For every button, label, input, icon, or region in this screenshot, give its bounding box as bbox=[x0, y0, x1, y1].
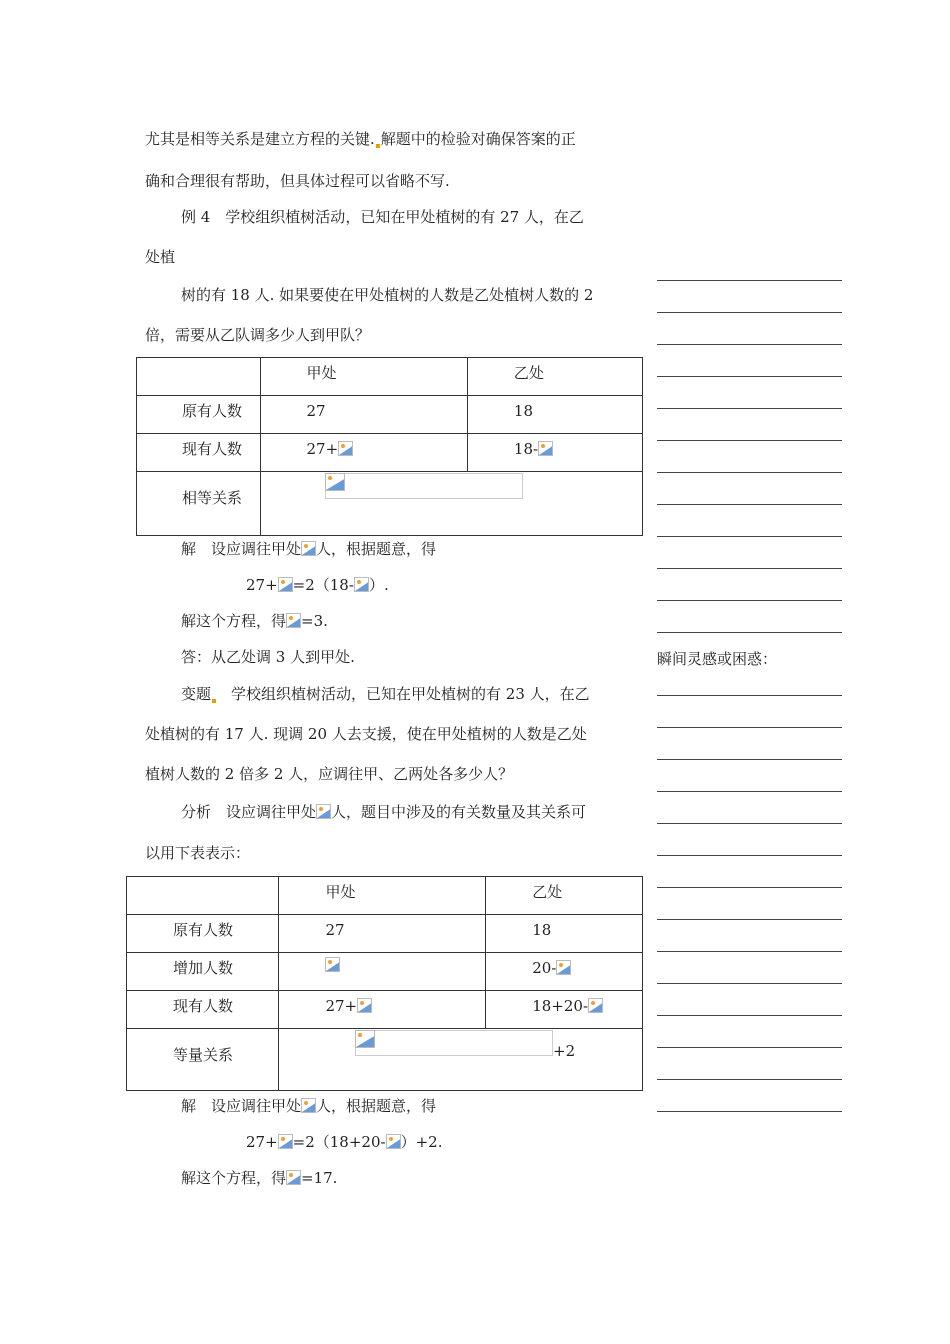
note-line bbox=[657, 280, 842, 281]
table-cell bbox=[486, 953, 643, 991]
table-cell bbox=[137, 472, 261, 536]
note-line bbox=[657, 887, 842, 888]
equation-image-box bbox=[355, 1030, 553, 1056]
cell-value: 20- bbox=[532, 959, 557, 977]
example-heading: 例 4 学校组织植树活动，已知在甲处植树的有 27 人，在乙 bbox=[181, 208, 584, 226]
row-label: 现有人数 bbox=[182, 440, 243, 458]
header-yi: 乙处 bbox=[532, 883, 563, 901]
row-label: 原有人数 bbox=[182, 402, 243, 420]
note-line bbox=[657, 408, 842, 409]
text: ）+2. bbox=[400, 1133, 443, 1151]
row-label: 现有人数 bbox=[173, 997, 234, 1015]
formula-image-icon bbox=[286, 613, 301, 628]
note-line bbox=[657, 440, 842, 441]
note-line bbox=[657, 727, 842, 728]
solution-line bbox=[181, 539, 436, 559]
note-line bbox=[657, 376, 842, 377]
table-cell bbox=[279, 953, 486, 991]
table-cell bbox=[279, 991, 486, 1029]
table-cell bbox=[137, 358, 261, 396]
text: 27+ bbox=[246, 576, 278, 594]
equation-line bbox=[246, 1132, 442, 1152]
formula-image-icon bbox=[301, 541, 316, 556]
cell-value: 27 bbox=[306, 402, 326, 420]
table-example4 bbox=[136, 357, 643, 536]
header-jia: 甲处 bbox=[325, 883, 356, 901]
text: 27+ bbox=[246, 1133, 278, 1151]
note-line bbox=[657, 536, 842, 537]
text: 人，根据题意，得 bbox=[316, 1097, 437, 1115]
text: 变题 bbox=[181, 685, 212, 703]
solution-line bbox=[181, 1096, 436, 1116]
note-line bbox=[657, 823, 842, 824]
formula-image-icon bbox=[278, 577, 293, 592]
text: 解 设应调往甲处 bbox=[181, 540, 302, 558]
paragraph-line: 植树人数的 2 倍多 2 人，应调往甲、乙两处各多少人？ bbox=[145, 765, 514, 783]
cell-value: 18+20- bbox=[532, 997, 589, 1015]
formula-image-icon bbox=[325, 473, 345, 491]
note-line bbox=[657, 855, 842, 856]
sidebar-label: 瞬间灵感或困惑： bbox=[657, 650, 778, 668]
cell-value: 18 bbox=[513, 402, 533, 420]
table-cell bbox=[127, 991, 279, 1029]
row-label: 等量关系 bbox=[173, 1046, 234, 1064]
cell-value: 18 bbox=[532, 921, 552, 939]
paragraph-line: 确和合理很有帮助，但具体过程可以省略不写. bbox=[145, 172, 450, 190]
text: =2（18+20- bbox=[292, 1133, 386, 1151]
formula-image-icon bbox=[556, 960, 571, 975]
header-jia: 甲处 bbox=[306, 364, 337, 382]
formula-image-icon bbox=[588, 998, 603, 1013]
formula-image-icon bbox=[316, 804, 331, 819]
note-line bbox=[657, 472, 842, 473]
note-line bbox=[657, 632, 842, 633]
table-row bbox=[127, 991, 643, 1029]
equation-image-box bbox=[325, 473, 523, 499]
formula-image-icon bbox=[386, 1134, 401, 1149]
formula-image-icon bbox=[354, 577, 369, 592]
note-line bbox=[657, 312, 842, 313]
formula-image-icon bbox=[301, 1098, 316, 1113]
table-cell bbox=[279, 915, 486, 953]
formula-image-icon bbox=[355, 1030, 375, 1048]
text: 解这个方程，得 bbox=[181, 612, 287, 630]
mark-dot bbox=[376, 144, 380, 148]
text: 解这个方程，得 bbox=[181, 1169, 287, 1187]
note-line bbox=[657, 1079, 842, 1080]
table-cell bbox=[261, 396, 467, 434]
table-header bbox=[279, 877, 486, 915]
formula-image-icon bbox=[538, 441, 553, 456]
formula-image-icon bbox=[286, 1170, 301, 1185]
table-cell bbox=[137, 396, 261, 434]
paragraph-line bbox=[145, 129, 576, 149]
cell-value: 18- bbox=[513, 440, 539, 458]
cell-value: 27 bbox=[325, 921, 345, 939]
table-row bbox=[137, 434, 643, 472]
table-cell bbox=[261, 434, 467, 472]
table-cell bbox=[467, 434, 642, 472]
table-header bbox=[467, 358, 642, 396]
table-row bbox=[137, 358, 643, 396]
text: 分析 设应调往甲处 bbox=[181, 803, 317, 821]
table-cell bbox=[486, 915, 643, 953]
answer-line: 答：从乙处调 3 人到甲处. bbox=[181, 648, 355, 666]
note-line bbox=[657, 600, 842, 601]
note-line bbox=[657, 759, 842, 760]
paragraph-line: 处植树的有 17 人. 现调 20 人去支援，使在甲处植树的人数是乙处 bbox=[145, 725, 587, 743]
text: 人，题目中涉及的有关数量及其关系可 bbox=[331, 803, 587, 821]
equation-suffix: +2 bbox=[553, 1042, 576, 1060]
analysis-line bbox=[181, 802, 586, 822]
mark-dot bbox=[212, 699, 216, 703]
table-header bbox=[261, 358, 467, 396]
formula-image-icon bbox=[357, 998, 372, 1013]
row-label: 相等关系 bbox=[182, 489, 243, 507]
formula-image-icon bbox=[338, 441, 353, 456]
row-label: 原有人数 bbox=[173, 921, 234, 939]
table-row bbox=[127, 877, 643, 915]
paragraph-line: 以用下表表示： bbox=[145, 844, 251, 862]
note-line bbox=[657, 983, 842, 984]
text: 学校组织植树活动，已知在甲处植树的有 23 人，在乙 bbox=[231, 685, 590, 703]
paragraph-line: 倍，需要从乙队调多少人到甲队？ bbox=[145, 326, 371, 344]
table-cell bbox=[486, 991, 643, 1029]
equation-line bbox=[246, 575, 389, 595]
table-row bbox=[127, 953, 643, 991]
note-line bbox=[657, 1047, 842, 1048]
text: =3. bbox=[301, 612, 328, 630]
text: 尤其是相等关系是建立方程的关键. bbox=[145, 130, 375, 148]
text: 人，根据题意，得 bbox=[316, 540, 437, 558]
solution-line bbox=[181, 1168, 337, 1188]
cell-value: 27+ bbox=[325, 997, 358, 1015]
formula-image-icon bbox=[278, 1134, 293, 1149]
table-row bbox=[127, 915, 643, 953]
cell-value: 27+ bbox=[306, 440, 339, 458]
text: 解题中的检验对确保答案的正 bbox=[380, 130, 576, 148]
note-line bbox=[657, 504, 842, 505]
note-line bbox=[657, 919, 842, 920]
table-cell bbox=[467, 396, 642, 434]
paragraph-line: 处植 bbox=[145, 248, 176, 266]
table-cell bbox=[127, 877, 279, 915]
note-line bbox=[657, 1111, 842, 1112]
paragraph-line: 树的有 18 人. 如果要使在甲处植树的人数是乙处植树人数的 2 bbox=[181, 286, 594, 304]
note-line bbox=[657, 1015, 842, 1016]
text: ）. bbox=[368, 576, 389, 594]
note-line bbox=[657, 695, 842, 696]
table-row bbox=[137, 396, 643, 434]
row-label: 增加人数 bbox=[173, 959, 234, 977]
table-cell bbox=[137, 434, 261, 472]
text: 解 设应调往甲处 bbox=[181, 1097, 302, 1115]
note-line bbox=[657, 951, 842, 952]
table-cell bbox=[127, 915, 279, 953]
text: =2（18- bbox=[292, 576, 354, 594]
table-header bbox=[486, 877, 643, 915]
note-line bbox=[657, 568, 842, 569]
variant-heading bbox=[181, 684, 590, 704]
formula-image-icon bbox=[325, 957, 340, 972]
note-line bbox=[657, 344, 842, 345]
note-line bbox=[657, 791, 842, 792]
table-cell bbox=[127, 953, 279, 991]
header-yi: 乙处 bbox=[513, 364, 544, 382]
text: =17. bbox=[301, 1169, 338, 1187]
table-cell bbox=[127, 1029, 279, 1091]
solution-line bbox=[181, 611, 328, 631]
